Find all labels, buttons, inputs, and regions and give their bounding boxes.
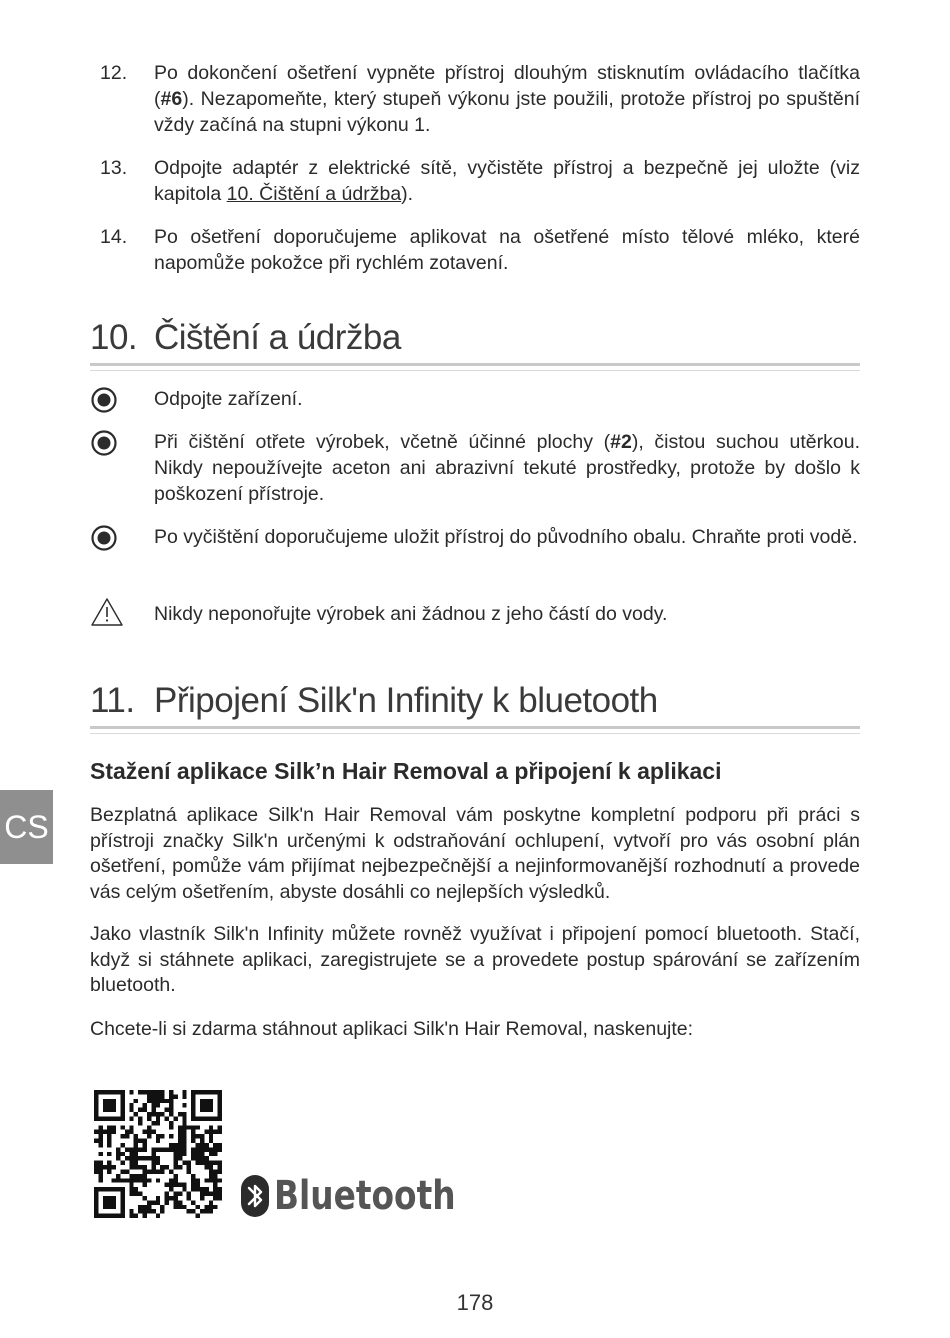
step-number: 13. <box>100 157 128 179</box>
step-item <box>100 60 860 138</box>
bluetooth-wordmark: Bluetooth <box>274 1173 456 1219</box>
bullet-item <box>90 601 860 627</box>
section-title: Čištění a údržba <box>154 318 401 357</box>
bullet-text: Po vyčištění doporučujeme uložit přístroj do původního obalu. Chraňte proti vodě. <box>154 526 858 548</box>
bluetooth-logo <box>240 1172 495 1220</box>
step-item <box>100 224 860 276</box>
section-divider <box>90 363 860 371</box>
bullet-text: Odpojte zařízení. <box>154 388 303 410</box>
bullet-item <box>90 386 860 412</box>
bullet-item <box>90 524 860 550</box>
paragraph: Bezplatná aplikace Silk'n Hair Removal vám poskytne kompletní podporu při práci s přístroji značky Silk'n určenými k odstraňování ochlupení, vytvoří pro vás osobní plán ošetření, pomůže vám přijímat nejbezpečnější a nejinformovanější rozhodnutí a provede vás celým ošetřením, abyste dosáhli co nejlepších výsledků. <box>90 804 860 903</box>
section-number: 11. <box>90 681 135 720</box>
radio-bullet-icon <box>90 429 120 459</box>
section-title: Připojení Silk'n Infinity k bluetooth <box>154 681 658 720</box>
step-text: Po dokončení ošetření vypněte přístroj dlouhým stisknutím ovládacího tlačítka (#6). Nezapomeňte, který stupeň výkonu jste použili, protože přístroj po spuštění vždy začíná na stupni výkonu 1. <box>154 62 860 136</box>
qr-code-icon <box>94 1090 222 1218</box>
step-text: Po ošetření doporučujeme aplikovat na ošetřené místo tělové mléko, které napomůže pokožce při rychlém zotavení. <box>154 226 860 274</box>
page-number: 178 <box>456 1290 494 1315</box>
subheading: Stažení aplikace Silk’n Hair Removal a připojení k aplikaci <box>90 758 722 784</box>
radio-bullet-icon <box>90 386 120 416</box>
warning-triangle-icon <box>90 597 124 627</box>
paragraph: Jako vlastník Silk'n Infinity můžete rovněž využívat i připojení pomocí bluetooth. Stačí, když si stáhnete aplikaci, zaregistrujete se a provedete postup spárování se zařízením bluetooth. <box>90 923 860 996</box>
section-divider <box>90 726 860 734</box>
bullet-item <box>90 429 860 507</box>
section-number: 10. <box>90 318 138 357</box>
section-heading-cleaning <box>90 318 860 358</box>
step-item <box>100 155 860 207</box>
bullet-text: Nikdy neponořujte výrobek ani žádnou z jeho částí do vody. <box>154 603 668 625</box>
step-number: 12. <box>100 62 128 84</box>
step-text: Odpojte adaptér z elektrické sítě, vyčistěte přístroj a bezpečně jej uložte (viz kapitola 10. Čištění a údržba). <box>154 157 860 205</box>
bullet-text: Při čištění otřete výrobek, včetně účinné plochy (#2), čistou suchou utěrkou. Nikdy nepoužívejte aceton ani abrazivní tekuté prostředky, protože by došlo k poškození přístroje. <box>154 431 860 505</box>
step-number: 14. <box>100 226 128 248</box>
language-tab: CS <box>0 790 53 864</box>
paragraph: Chcete-li si zdarma stáhnout aplikaci Silk'n Hair Removal, naskenujte: <box>90 1018 694 1040</box>
radio-bullet-icon <box>90 524 120 554</box>
bluetooth-rune-icon <box>240 1174 270 1218</box>
section-heading-bluetooth <box>90 681 860 721</box>
